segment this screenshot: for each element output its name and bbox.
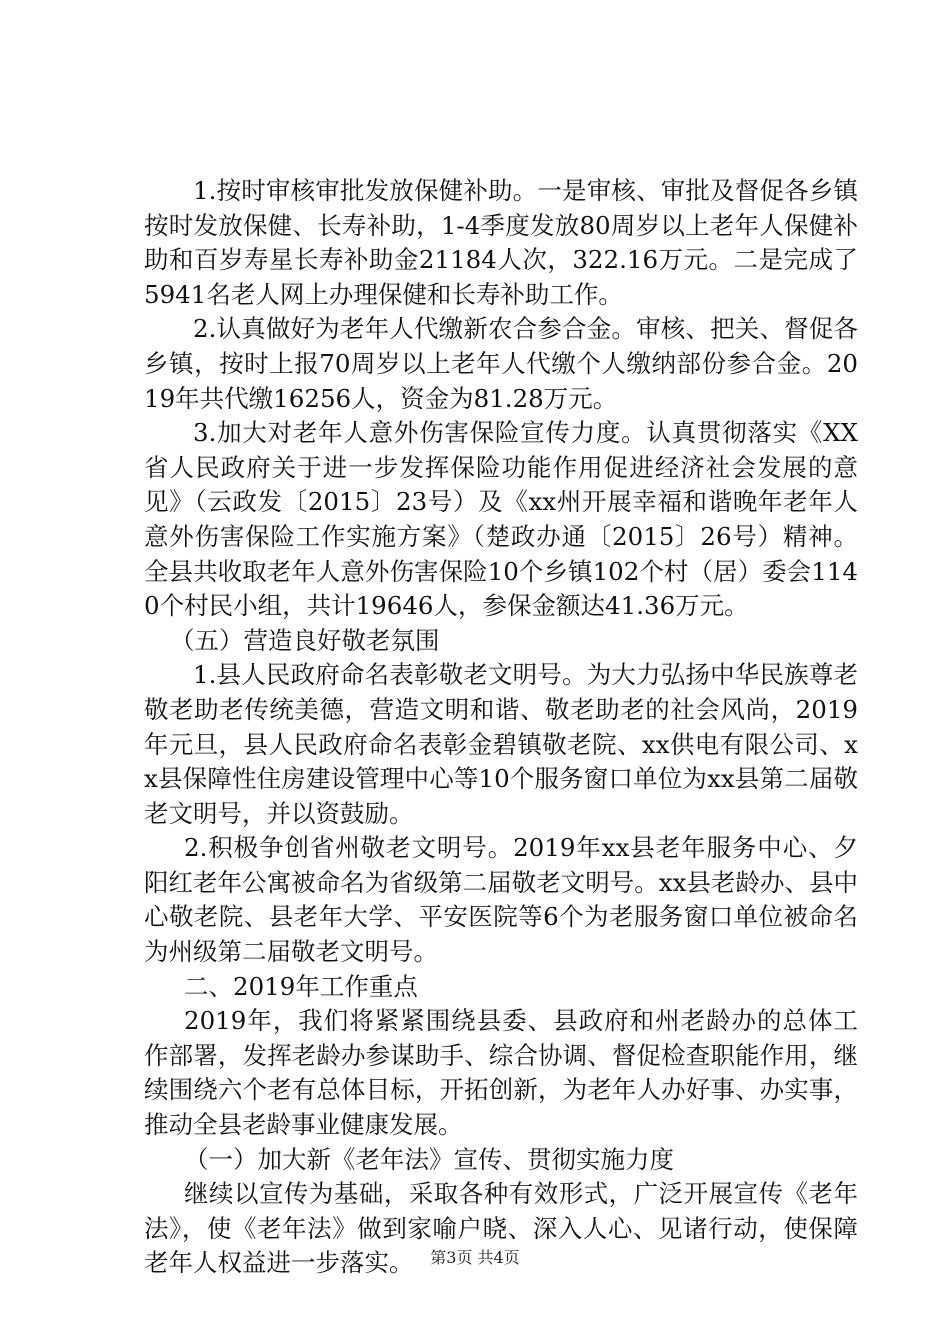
section-heading-work-priorities: 二、2019年工作重点: [184, 971, 418, 1001]
paragraph-provincial-civilization-award: 2.积极争创省州敬老文明号。2019年xx县老年服务中心、夕阳红老年公寓被命名为省级第二届敬老文明号。xx县老龄办、县中心敬老院、县老年大学、平安医院等6个为老服务窗口单位被命名为州级第二届敬老文明号。: [144, 833, 858, 967]
paragraph-law-publicity: 继续以宣传为基础，采取各种有效形式，广泛开展宣传《老年法》，使《老年法》做到家喻户晓、深入人心、见诸行动，使保障老年人权益进一步落实。: [144, 1179, 858, 1278]
paragraph-accident-insurance: 3.加大对老年人意外伤害保险宣传力度。认真贯彻落实《XX省人民政府关于进一步发挥保险功能作用促进经济社会发展的意见》（云政发〔2015〕23号）及《xx州开展幸福和谐晚年老年人意外伤害保险工作实施方案》（楚政办通〔2015〕26号）精神。全县共收取老年人意外伤害保险10个乡镇102个村（居）委会1140个村民小组，共计19646人，参保金额达41.36万元。: [144, 418, 858, 621]
paragraph-county-civilization-award: 1.县人民政府命名表彰敬老文明号。为大力弘扬中华民族尊老敬老助老传统美德，营造文明和谐、敬老助老的社会风尚，2019年元旦，县人民政府命名表彰金碧镇敬老院、xx供电有限公司、xx县保障性住房建设管理中心等10个服务窗口单位为xx县第二届敬老文明号，并以资鼓励。: [144, 660, 858, 828]
section-heading-respect-atmosphere: （五）营造良好敬老氛围: [170, 625, 440, 655]
paragraph-work-overview: 2019年，我们将紧紧围绕县委、县政府和州老龄办的总体工作部署，发挥老龄办参谋助手、综合协调、督促检查职能作用，继续围绕六个老有总体目标，开拓创新，为老年人办好事、办实事，推动全县老龄事业健康发展。: [144, 1006, 858, 1140]
paragraph-health-subsidy: 1.按时审核审批发放保健补助。一是审核、审批及督促各乡镇按时发放保健、长寿补助，1-4季度发放80周岁以上老年人保健补助和百岁寿星长寿补助金21184人次，322.16万元。二是完成了5941名老人网上办理保健和长寿补助工作。: [144, 176, 858, 309]
page-number-footer: 第3页 共4页: [430, 1248, 520, 1267]
document-body: [144, 174, 858, 1281]
section-heading-elderly-law: （一）加大新《老年法》宣传、贯彻实施力度: [184, 1144, 674, 1174]
paragraph-medical-insurance: 2.认真做好为老年人代缴新农合参合金。审核、把关、督促各乡镇，按时上报70周岁以上老年人代缴个人缴纳部份参合金。2019年共代缴16256人，资金为81.28万元。: [144, 314, 858, 413]
